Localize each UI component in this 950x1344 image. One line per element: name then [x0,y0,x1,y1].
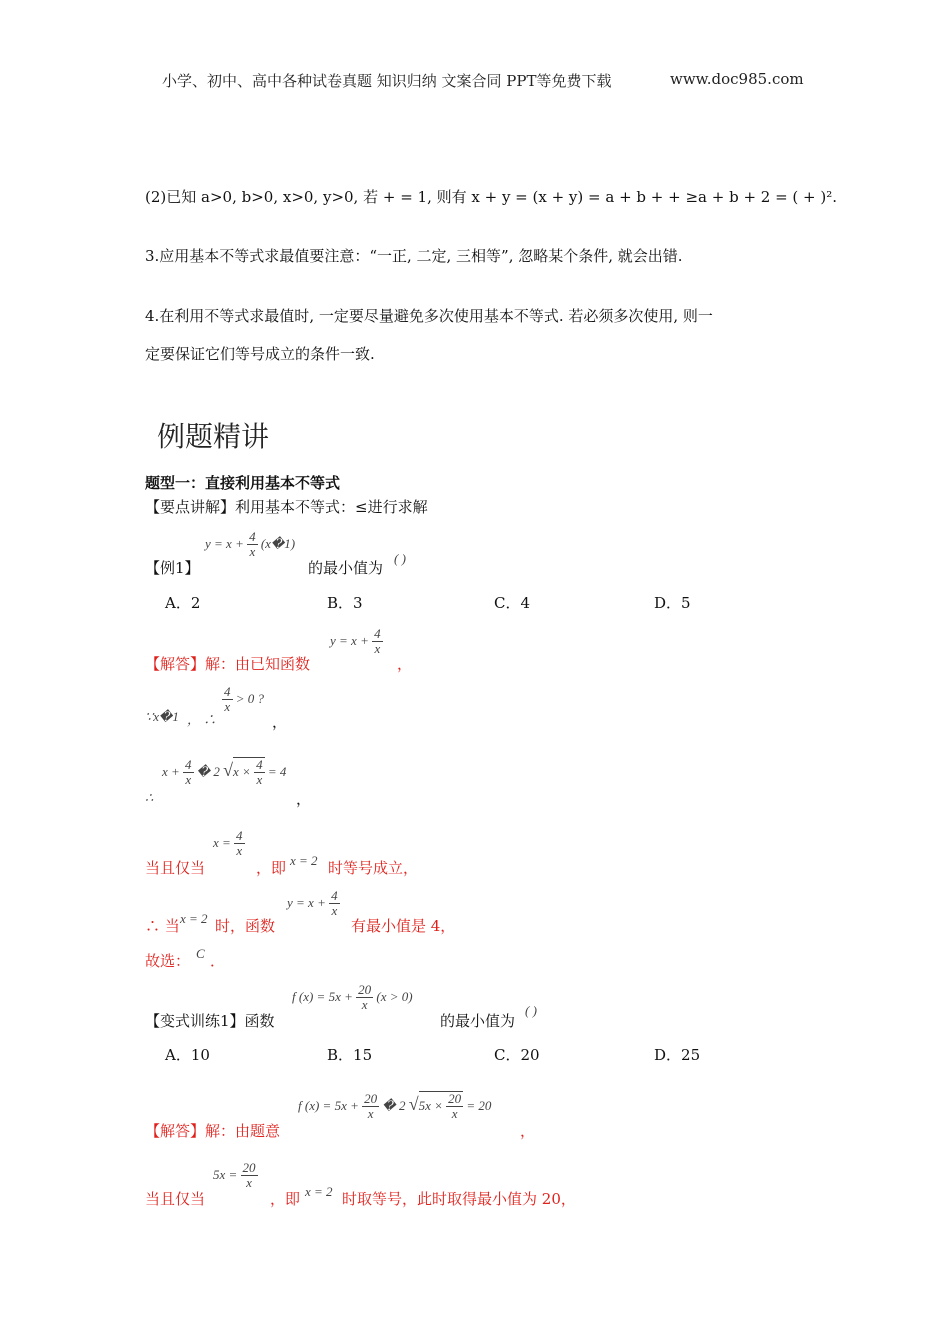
therefore: ， ∴ [187,712,217,727]
solution2-namely: ，即 [270,1190,301,1208]
answer-paren: ( ) [394,551,406,566]
equality-holds: 时等号成立， [328,859,419,877]
option-c[interactable]: C．4 [494,594,531,612]
comma-3: ， [296,790,312,808]
therefore-when: ∴ 当 [145,917,180,935]
fraction: $\frac{4}{x}$ [249,529,256,560]
solution2-x-equals-2: x = 2 [305,1184,333,1199]
solution-formula-3: x + $\frac{4}{x}$ � 2 √x × $\frac{4}{x}$ = 4 [162,757,287,788]
header-text: 小学、初中、高中各种试卷真题 知识归纳 文案合同 PPT等免费下载 [162,72,612,90]
when-only-when: 当且仅当 [145,859,206,877]
solution2-formula-2: 5x = $\frac{20}{x}$ [213,1160,256,1191]
function-text: 时，函数 [215,917,276,935]
x-equals-2-b: x = 2 [180,911,208,926]
variant-option-d[interactable]: D．25 [654,1046,701,1064]
solution-formula-5: y = x + $\frac{4}{x}$ [287,888,338,919]
header-url[interactable]: www.doc985.com [670,70,804,88]
solution-formula-2: $\frac{4}{x}$ > 0 ? [224,684,265,715]
since-x: ∵x�1 [145,709,179,724]
solution2-formula-1: f (x) = 5x + $\frac{20}{x}$ � 2 √5x × $\frac{20}{x}$ = 20 [298,1091,492,1122]
variant-suffix: 的最小值为 [440,1012,516,1030]
comma-2: ， [272,713,288,731]
namely: ，即 [256,859,287,877]
section-title: 例题精讲 [157,420,270,453]
variant-option-c[interactable]: C．20 [494,1046,540,1064]
variant-formula: f (x) = 5x + $\frac{20}{x}$ (x > 0) [292,982,413,1013]
option-b[interactable]: B．3 [327,594,363,612]
solution-line-1: 【解答】解：由已知函数 [145,655,311,673]
x-equals-2: x = 2 [290,853,318,868]
paragraph-2: (2)已知 a>0, b>0, x>0, y>0, 若 + = 1, 则有 x + y = (x + y) = a + b + + ≥a + b + 2 = ( + )². [145,188,838,206]
option-d[interactable]: D．5 [654,594,691,612]
paragraph-4-line2: 定要保证它们等号成立的条件一致. [145,345,375,363]
period: ． [210,952,226,970]
solution2-when: 当且仅当 [145,1190,206,1208]
solution-formula-4: x = $\frac{4}{x}$ [213,828,243,859]
solution2-result: 时取等号，此时取得最小值为 20， [342,1190,576,1208]
example-formula: y = x + $\frac{4}{x}$ (x�1) [205,529,296,560]
paragraph-3: 3.应用基本不等式求最值要注意：“一正, 二定, 三相等”, 忽略某个条件, 就会出错. [145,247,683,265]
example-suffix: 的最小值为 [308,559,384,577]
type-title: 题型一：直接利用基本不等式 [145,474,341,492]
variant-paren: ( ) [525,1003,537,1018]
solution-formula-1: y = x + $\frac{4}{x}$ [330,626,381,657]
example-label: 【例1】 [145,559,200,577]
option-a[interactable]: A．2 [165,594,201,612]
choice-c: C [196,946,205,961]
solution-comma: ， [397,655,413,673]
therefore-3: ∴ [145,790,154,805]
variant-option-a[interactable]: A．10 [165,1046,210,1064]
solution2-line-1: 【解答】解：由题意 [145,1122,281,1140]
key-point: 【要点讲解】利用基本不等式：≤进行求解 [145,498,428,516]
choice-label: 故选： [145,952,191,970]
variant-option-b[interactable]: B．15 [327,1046,373,1064]
minimum-value: 有最小值是 4， [351,917,456,935]
solution2-comma: ， [520,1122,536,1140]
paragraph-4-line1: 4.在利用不等式求最值时, 一定要尽量避免多次使用基本不等式. 若必须多次使用, 则一 [145,307,713,325]
variant-label: 【变式训练1】函数 [145,1012,275,1030]
